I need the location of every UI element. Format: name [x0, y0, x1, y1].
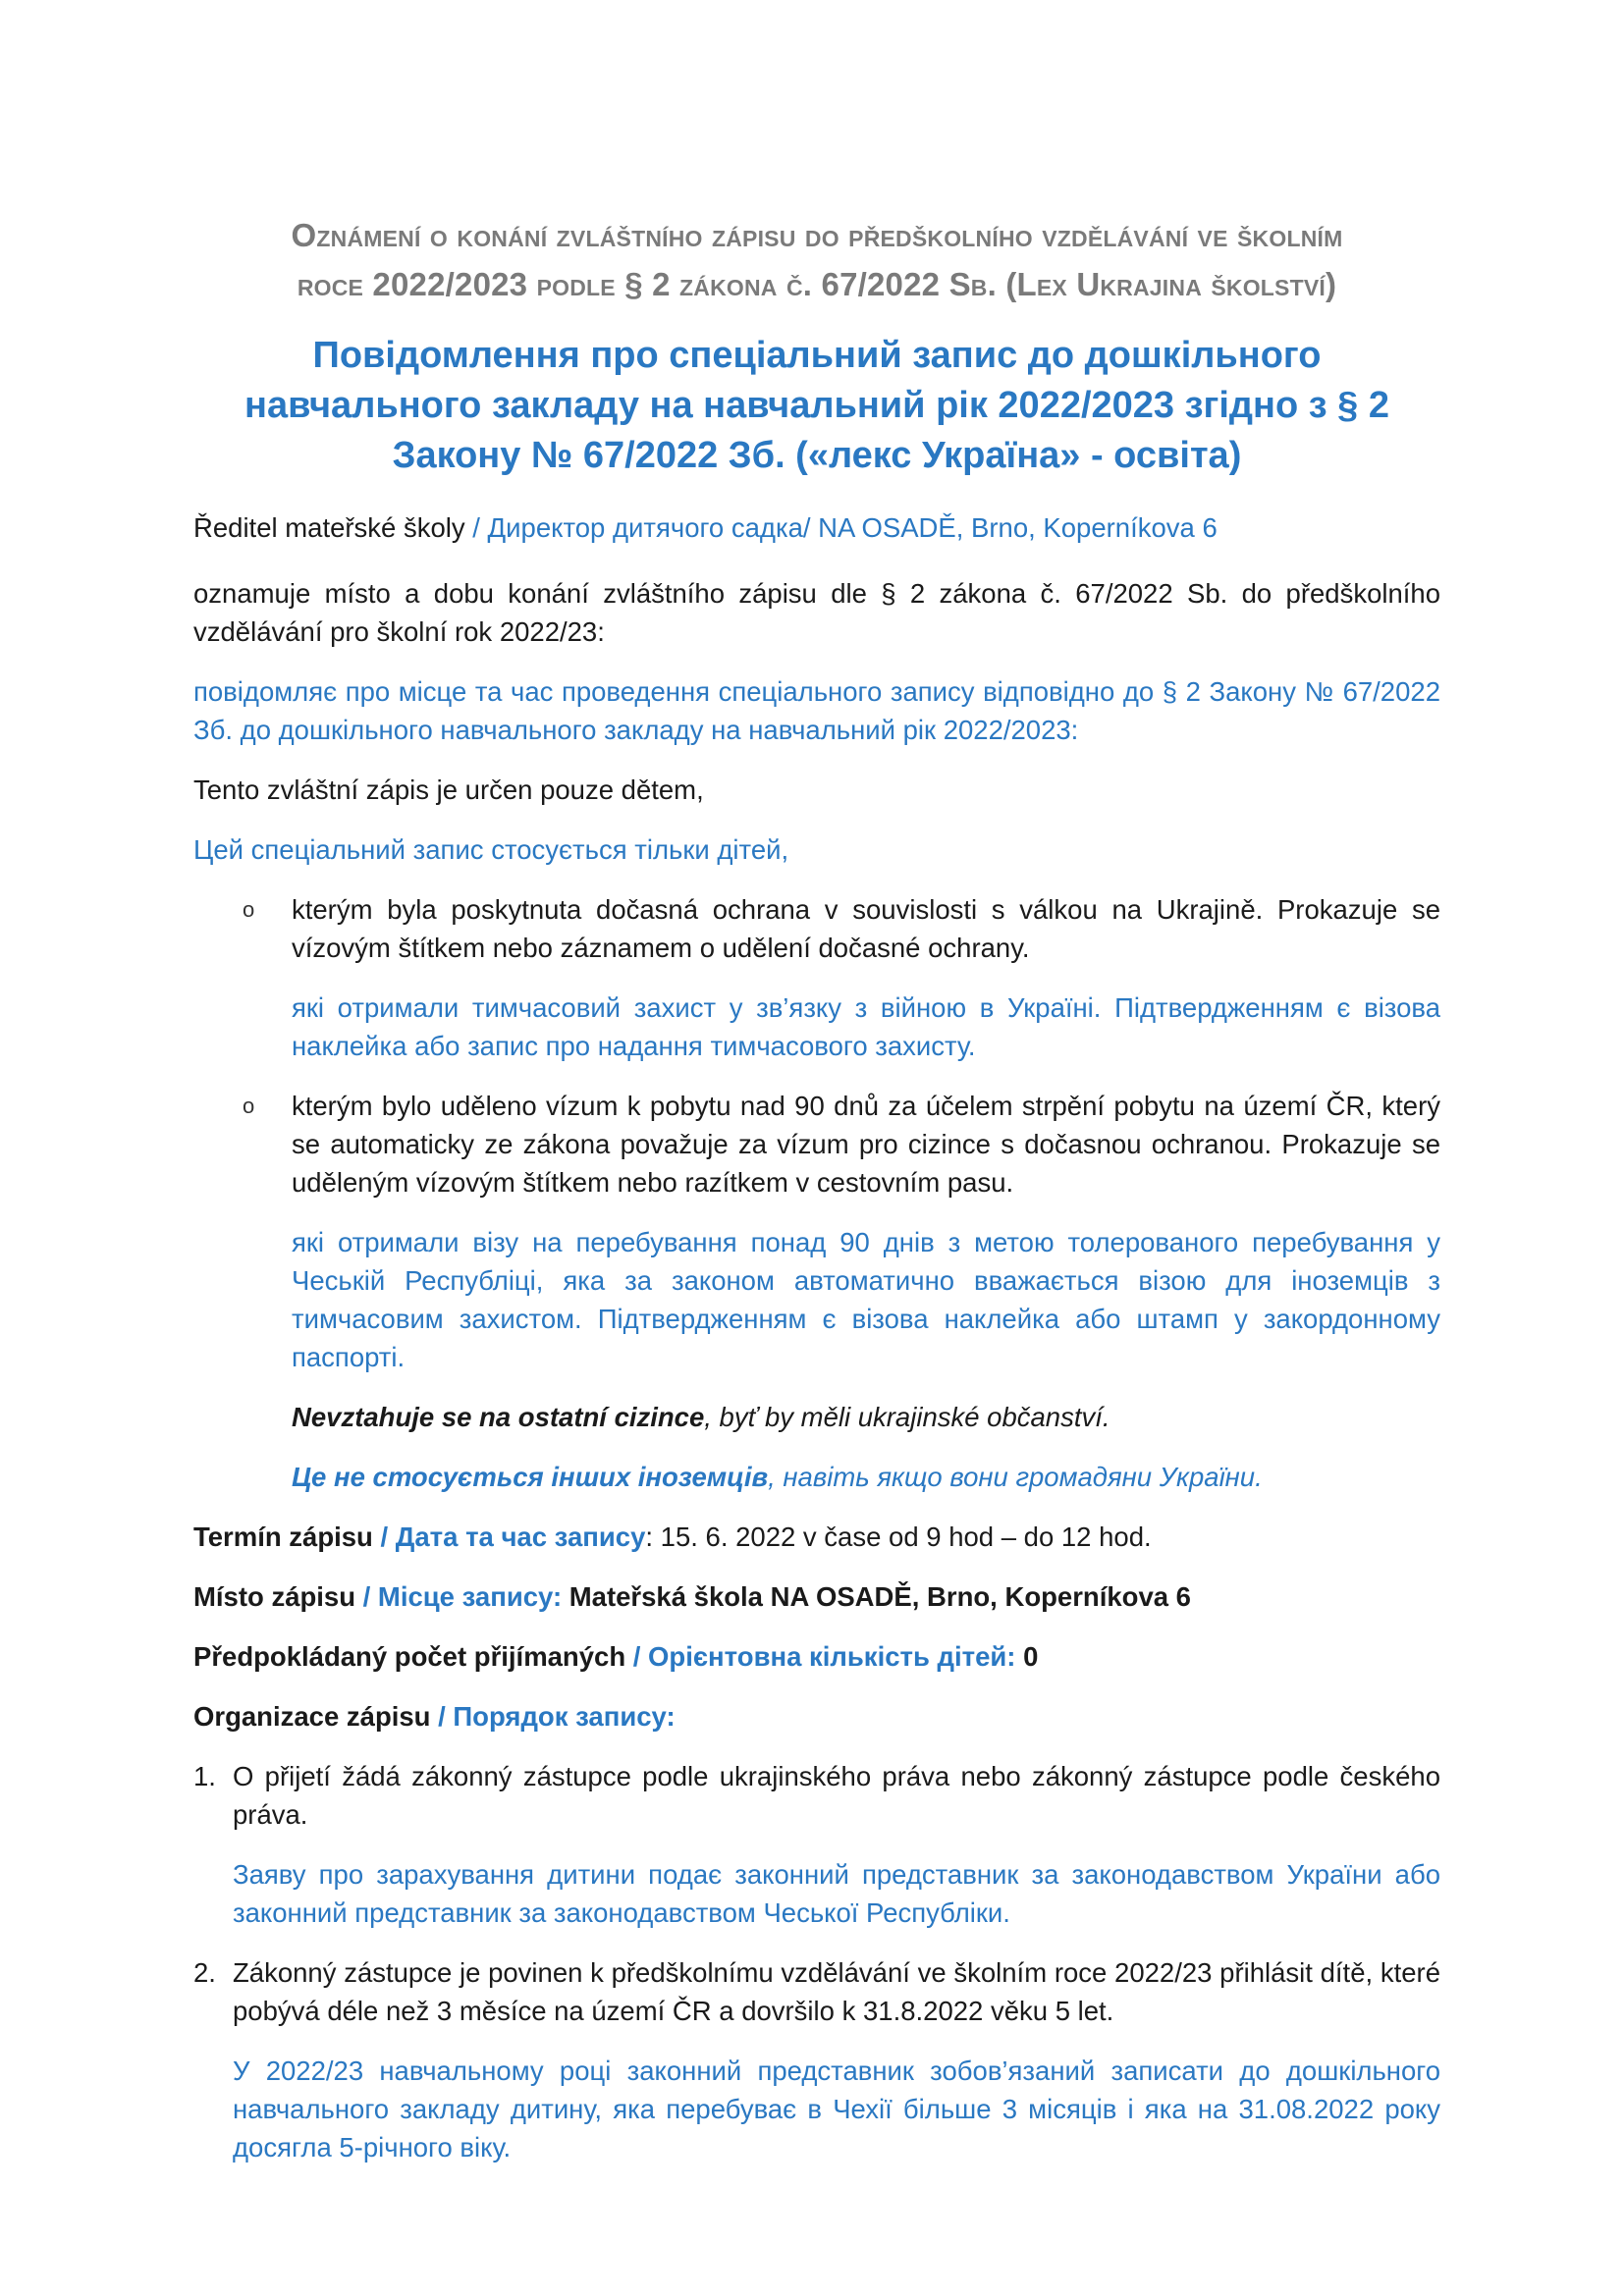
term-line — [193, 1518, 1440, 1556]
exclusion-ua-rest: , навіть якщо вони громадяни України. — [768, 1462, 1263, 1492]
numbered-2-ua: У 2022/23 навчальному році законний представник зобов’язаний записати до дошкільного навчального закладу дитину, яка перебуває в Чехії більше 3 місяців і яка на 31.08.2022 року досягла 5-річного віку. — [233, 2056, 1440, 2163]
count-line — [193, 1637, 1440, 1676]
bullet-item-1 — [243, 890, 1440, 967]
exclusion-cz — [292, 1398, 1440, 1436]
exclusion-ua-bold: Це не стосується інших іноземців — [292, 1462, 769, 1492]
ukrainian-title: Повідомлення про спеціальний запис до дошкільного навчального закладу на навчальний рік 2022/2023 згідно з § 2 Закону № 67/2022 Зб. («лекс Україна» - освіта) — [244, 335, 1389, 476]
count-value: 0 — [1015, 1641, 1039, 1672]
exclusion-cz-bold: Nevztahuje se na ostatní cizince — [292, 1402, 705, 1432]
bullet-item-2 — [243, 1087, 1440, 1201]
organization-heading — [193, 1697, 1440, 1735]
term-label-ua: / Дата та час запису — [380, 1522, 646, 1552]
item-number: 1. — [193, 1761, 216, 1791]
numbered-2-cz: Zákonný zástupce je povinen k předškolnímu vzdělávání ve školním roce 2022/23 přihlásit dítě, které pobývá déle než 3 měsíce na území ČR a dovršilo k 31.8.2022 věku 5 let. — [233, 1957, 1440, 2026]
bullet-1-cz: kterým byla poskytnuta dočasná ochrana v souvislosti s válkou na Ukrajině. Prokazuje se vízovým štítkem nebo záznamem o udělení dočasné ochrany. — [292, 894, 1440, 963]
term-value: : 15. 6. 2022 v čase od 9 hod – do 12 hod. — [645, 1522, 1152, 1552]
document-content — [193, 211, 1440, 2166]
place-label-cz: Místo zápisu — [193, 1581, 363, 1612]
bullet-marker: o — [243, 897, 255, 922]
place-line — [193, 1577, 1440, 1616]
announce-cz: oznamuje místo a dobu konání zvláštního zápisu dle § 2 zákona č. 67/2022 Sb. do předškolního vzdělávání pro školní rok 2022/23: — [193, 578, 1440, 647]
numbered-item-1 — [193, 1757, 1440, 1834]
scope-ua: Цей спеціальний запис стосується тільки дітей, — [193, 834, 789, 865]
exclusion-cz-rest: , byť by měli ukrajinské občanství. — [704, 1402, 1110, 1432]
org-label-ua: / Порядок запису: — [438, 1701, 676, 1732]
director-line — [193, 508, 1440, 547]
org-label-cz: Organizace zápisu — [193, 1701, 439, 1732]
czech-title — [193, 211, 1440, 309]
czech-title-line1: Oznámení o konání zvláštního zápisu do předškolního vzdělávání ve školním — [291, 217, 1343, 253]
count-label-ua: / Орієнтовна кількість дітей: — [632, 1641, 1016, 1672]
term-label-cz: Termín zápisu — [193, 1522, 381, 1552]
director-ua: / Директор дитячого садка/ NA OSADĚ, Brno, Koperníkova 6 — [472, 512, 1218, 543]
director-cz: Ředitel mateřské školy — [193, 512, 473, 543]
item-number: 2. — [193, 1957, 216, 1988]
bullet-2-ua: які отримали візу на перебування понад 90 днів з метою толерованого перебування у Чеській Республіці, яка за законом автоматично вважається візою для іноземців з тимчасовим захистом. Підтвердженням є візова наклейка або штамп у закордонному паспорті. — [292, 1227, 1440, 1372]
numbered-1-ua: Заяву про зарахування дитини подає законний представник за законодавством України або законний представник за законодавством Чеської Республіки. — [233, 1859, 1440, 1928]
scope-cz: Tento zvláštní zápis je určen pouze dětem, — [193, 774, 704, 805]
numbered-item-2 — [193, 1953, 1440, 2030]
announce-ua: повідомляє про місце та час проведення спеціального запису відповідно до § 2 Закону № 67/2022 Зб. до дошкільного навчального закладу на навчальний рік 2022/2023: — [193, 676, 1440, 745]
bullet-1-ua: які отримали тимчасовий захист у зв’язку з війною в Україні. Підтвердженням є візова наклейка або запис про надання тимчасового захисту. — [292, 992, 1440, 1061]
numbered-1-cz: O přijetí žádá zákonný zástupce podle ukrajinského práva nebo zákonný zástupce podle českého práva. — [233, 1761, 1440, 1830]
bullet-marker: o — [243, 1094, 255, 1118]
czech-title-line2: roce 2022/2023 podle § 2 zákona č. 67/2022 Sb. (Lex Ukrajina školství) — [297, 266, 1337, 302]
exclusion-ua — [292, 1458, 1440, 1496]
bullet-2-cz: kterým bylo uděleno vízum k pobytu nad 90 dnů za účelem strpění pobytu na území ČR, který se automaticky ze zákona považuje za vízum pro cizince s dočasnou ochranou. Prokazuje se uděleným vízovým štítkem nebo razítkem v cestovním pasu. — [292, 1091, 1440, 1198]
place-value: Mateřská škola NA OSADĚ, Brno, Koperníkova 6 — [562, 1581, 1191, 1612]
place-label-ua: / Місце запису: — [362, 1581, 563, 1612]
count-label-cz: Předpokládaný počet přijímaných — [193, 1641, 633, 1672]
